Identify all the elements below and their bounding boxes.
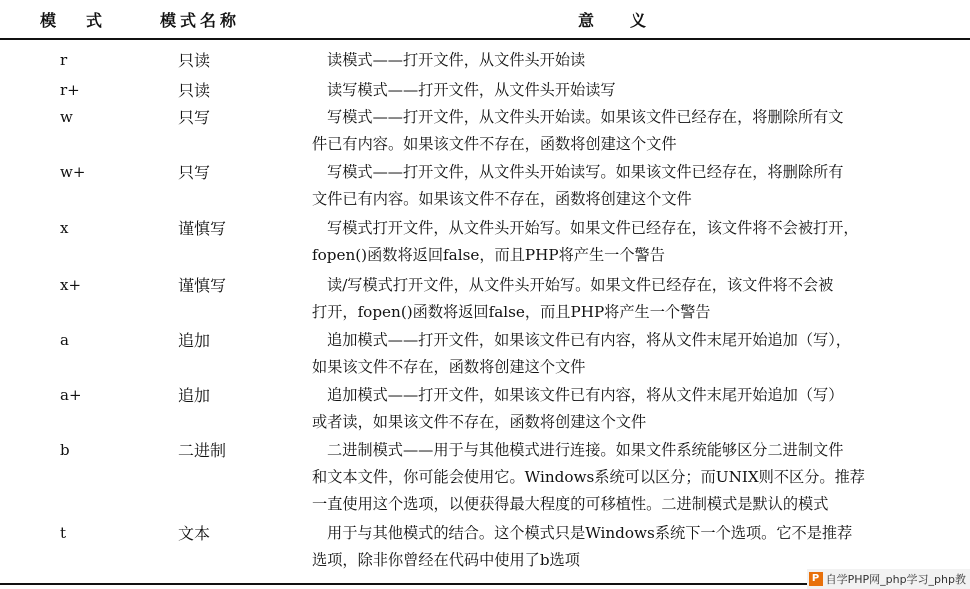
- mode-cell: t: [60, 524, 67, 542]
- meaning-cell: [312, 520, 952, 574]
- meaning-cell: [312, 327, 952, 381]
- meaning-cell: [312, 47, 952, 74]
- mode-cell: r+: [60, 81, 80, 99]
- mode-name-cell: 追加: [178, 331, 211, 350]
- mode-cell: b: [60, 441, 70, 459]
- meaning-line: fopen()函数将返回false，而且PHP将产生一个警告: [312, 246, 665, 264]
- meaning-line: 追加模式——打开文件，如果该文件已有内容，将从文件末尾开始追加（写）: [327, 386, 844, 404]
- meaning-line: 和文本文件，你可能会使用它。Windows系统可以区分；而UNIX则不区分。推荐: [312, 468, 865, 486]
- meaning-line: 读/写模式打开文件，从文件头开始写。如果文件已经存在，该文件将不会被: [327, 276, 834, 294]
- meaning-line: 件已有内容。如果该文件不存在，函数将创建这个文件: [312, 135, 677, 153]
- mode-cell: x: [60, 219, 69, 237]
- mode-cell: x+: [60, 276, 82, 294]
- meaning-cell: [312, 437, 952, 518]
- mode-cell: a: [60, 331, 69, 349]
- meaning-line: 一直使用这个选项，以便获得最大程度的可移植性。二进制模式是默认的模式: [312, 495, 829, 513]
- mode-cell: r: [60, 51, 68, 69]
- header-mode-name: 模式名称: [160, 11, 241, 30]
- meaning-line: 如果该文件不存在，函数将创建这个文件: [312, 358, 586, 376]
- php-logo-icon: P: [809, 572, 823, 586]
- mode-cell: a+: [60, 386, 82, 404]
- mode-name-cell: 只读: [178, 51, 211, 70]
- meaning-cell: [312, 272, 952, 326]
- mode-name-cell: 谨慎写: [178, 219, 227, 238]
- site-watermark: [807, 569, 970, 589]
- meaning-line: 写模式打开文件，从文件头开始写。如果文件已经存在，该文件将不会被打开，: [327, 219, 859, 237]
- meaning-line: 文件已有内容。如果该文件不存在，函数将创建这个文件: [312, 190, 692, 208]
- meaning-cell: [312, 104, 952, 158]
- meaning-line: 读写模式——打开文件，从文件头开始读写: [327, 81, 616, 99]
- meaning-cell: [312, 382, 952, 436]
- meaning-line: 选项，除非你曾经在代码中使用了b选项: [312, 551, 580, 569]
- watermark-text: 自学PHP网_php学习_php教: [825, 573, 966, 586]
- header-meaning: 意义: [578, 11, 683, 30]
- meaning-line: 写模式——打开文件，从文件头开始读。如果该文件已经存在，将删除所有文: [327, 108, 844, 126]
- meaning-line: 二进制模式——用于与其他模式进行连接。如果文件系统能够区分二进制文件: [327, 441, 844, 459]
- mode-name-cell: 只写: [178, 108, 211, 127]
- meaning-cell: [312, 215, 952, 269]
- header-mode: 模式: [40, 11, 133, 30]
- meaning-line: 用于与其他模式的结合。这个模式只是Windows系统下一个选项。它不是推荐: [327, 524, 853, 542]
- meaning-line: 读模式——打开文件，从文件头开始读: [327, 51, 586, 69]
- mode-cell: w: [60, 108, 73, 126]
- meaning-line: 或者读，如果该文件不存在，函数将创建这个文件: [312, 413, 647, 431]
- meaning-line: 写模式——打开文件，从文件头开始读写。如果该文件已经存在，将删除所有: [327, 163, 844, 181]
- mode-name-cell: 谨慎写: [178, 276, 227, 295]
- mode-name-cell: 二进制: [178, 441, 227, 460]
- header-divider: [0, 38, 970, 40]
- mode-name-cell: 只读: [178, 81, 211, 100]
- mode-name-cell: 追加: [178, 386, 211, 405]
- meaning-cell: [312, 77, 952, 104]
- meaning-line: 追加模式——打开文件，如果该文件已有内容，将从文件末尾开始追加（写），: [327, 331, 851, 349]
- mode-cell: w+: [60, 163, 86, 181]
- mode-name-cell: 只写: [178, 163, 211, 182]
- mode-name-cell: 文本: [178, 524, 211, 543]
- meaning-cell: [312, 159, 952, 213]
- meaning-line: 打开，fopen()函数将返回false，而且PHP将产生一个警告: [312, 303, 711, 321]
